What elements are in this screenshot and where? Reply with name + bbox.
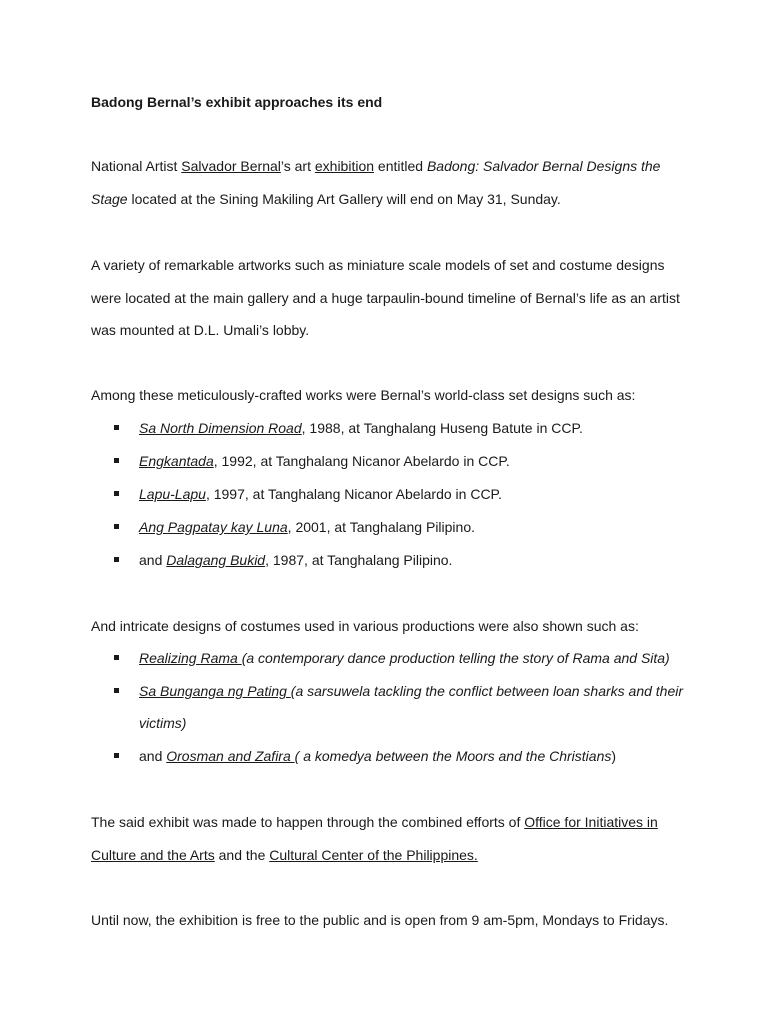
ccp-link[interactable]: Cultural Center of the Philippines.	[269, 847, 478, 863]
bullet-icon	[114, 688, 119, 693]
paragraph-6: Until now, the exhibition is free to the public and is open from 9 am-5pm, Mondays to Fridays.	[91, 912, 669, 928]
list-item-continuation: victims)	[139, 715, 187, 731]
sa-bunganga-ng-pating-link[interactable]: Sa Bunganga ng Pating	[139, 683, 291, 699]
set-design-link[interactable]: Lapu-Lapu	[139, 486, 206, 502]
paragraph-2-line-2: were located at the main gallery and a huge tarpaulin-bound timeline of Bernal’s life as an artist	[91, 290, 680, 306]
list-item: Lapu-Lapu, 1997, at Tanghalang Nicanor Abelardo in CCP.	[139, 486, 502, 502]
list-item: and Dalagang Bukid, 1987, at Tanghalang Pilipino.	[139, 552, 453, 568]
list-item: Sa North Dimension Road, 1988, at Tanghalang Huseng Batute in CCP.	[139, 420, 583, 436]
paragraph-2-line-3: was mounted at D.L. Umali’s lobby.	[91, 322, 310, 338]
paragraph-5-line-2: Culture and the Arts and the Cultural Center of the Philippines.	[91, 847, 478, 863]
bullet-icon	[114, 557, 119, 562]
list-item: Sa Bunganga ng Pating (a sarsuwela tackling the conflict between loan sharks and their	[139, 683, 684, 699]
bullet-icon	[114, 425, 119, 430]
paragraph-5-line-1: The said exhibit was made to happen through the combined efforts of Office for Initiatives in	[91, 814, 658, 830]
set-design-link[interactable]: Ang Pagpatay kay Luna	[139, 519, 288, 535]
realizing-rama-link[interactable]: Realizing Rama	[139, 650, 242, 666]
bullet-icon	[114, 753, 119, 758]
ocia-link-part-2[interactable]: Culture and the Arts	[91, 847, 215, 863]
set-design-link[interactable]: Dalagang Bukid	[166, 552, 266, 568]
set-design-link[interactable]: Engkantada	[139, 453, 214, 469]
set-designs-intro: Among these meticulously-crafted works were Bernal’s world-class set designs such as:	[91, 387, 636, 403]
orosman-and-zafira-link[interactable]: Orosman and Zafira	[166, 748, 295, 764]
article-title: Badong Bernal’s exhibit approaches its end	[91, 94, 383, 110]
salvador-bernal-link[interactable]: Salvador Bernal	[181, 158, 281, 174]
set-design-link[interactable]: Sa North Dimension Road	[139, 420, 302, 436]
paragraph-1-line-2: Stage located at the Sining Makiling Art Gallery will end on May 31, Sunday.	[91, 191, 561, 207]
list-item: and Orosman and Zafira ( a komedya between the Moors and the Christians)	[139, 748, 617, 764]
exhibition-link[interactable]: exhibition	[314, 158, 375, 174]
list-item: Realizing Rama (a contemporary dance production telling the story of Rama and Sita)	[139, 650, 670, 666]
paragraph-2-line-1: A variety of remarkable artworks such as miniature scale models of set and costume designs	[91, 257, 665, 273]
list-item: Engkantada, 1992, at Tanghalang Nicanor Abelardo in CCP.	[139, 453, 510, 469]
bullet-icon	[114, 524, 119, 529]
bullet-icon	[114, 655, 119, 660]
bullet-icon	[114, 458, 119, 463]
paragraph-1-line-1: National Artist Salvador Bernal’s art exhibition entitled Badong: Salvador Bernal Designs the	[91, 158, 661, 174]
bullet-icon	[114, 491, 119, 496]
list-item: Ang Pagpatay kay Luna, 2001, at Tanghalang Pilipino.	[139, 519, 476, 535]
ocia-link-part-1[interactable]: Office for Initiatives in	[524, 814, 658, 830]
costume-designs-intro: And intricate designs of costumes used in various productions were also shown such as:	[91, 618, 639, 634]
